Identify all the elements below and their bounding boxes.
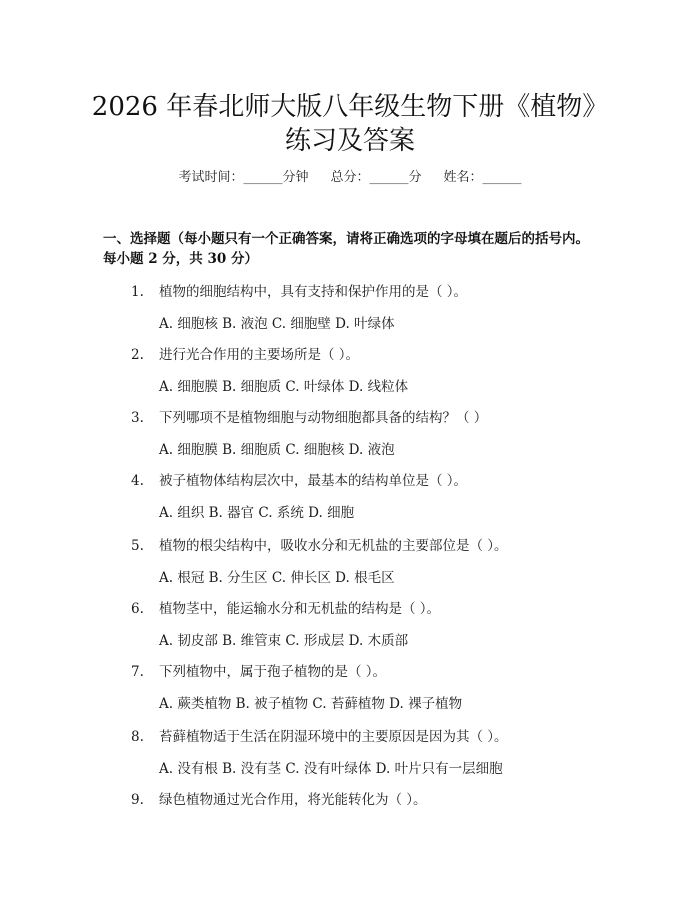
question-text: 被子植物体结构层次中，最基本的结构单位是（ ）。 — [159, 473, 468, 489]
question-text: 植物的根尖结构中，吸收水分和无机盐的主要部位是（ ）。 — [159, 538, 508, 554]
question-options: A. 组织 B. 器官 C. 系统 D. 细胞 — [159, 505, 355, 521]
page-title: 2026 年春北师大版八年级生物下册《植物》 — [91, 92, 609, 122]
question-options: A. 蕨类植物 B. 被子植物 C. 苔藓植物 D. 裸子植物 — [159, 696, 463, 712]
exam-score: 总分：______分 — [330, 170, 422, 185]
question-text: 植物茎中，能运输水分和无机盐的结构是（ ）。 — [159, 601, 441, 617]
question-number: 6. — [131, 601, 144, 617]
question-text: 进行光合作用的主要场所是（ ）。 — [159, 347, 360, 363]
question-options: A. 细胞膜 B. 细胞质 C. 细胞核 D. 液泡 — [159, 442, 395, 458]
question-number: 7. — [131, 664, 144, 680]
section-title: 一、选择题（每小题只有一个正确答案，请将正确选项的字母填在题后的括号内。每小题 2 分，共 30 分） — [103, 231, 589, 267]
question-number: 2. — [131, 347, 144, 363]
student-name: 姓名：______ — [443, 170, 522, 185]
question-options: A. 细胞核 B. 液泡 C. 细胞壁 D. 叶绿体 — [159, 316, 395, 332]
question-number: 3. — [131, 410, 144, 426]
question-number: 1. — [131, 284, 144, 300]
question-number: 9. — [131, 792, 144, 808]
question-text: 苔藓植物适于生活在阴湿环境中的主要原因是因为其（ ）。 — [159, 729, 508, 745]
question-text: 植物的细胞结构中，具有支持和保护作用的是（ ）。 — [159, 284, 468, 300]
question-text: 下列植物中，属于孢子植物的是（ ）。 — [159, 664, 387, 680]
question-options: A. 细胞膜 B. 细胞质 C. 叶绿体 D. 线粒体 — [159, 379, 409, 395]
question-text: 下列哪项不是植物细胞与动物细胞都具备的结构？（ ） — [159, 410, 488, 426]
question-options: A. 韧皮部 B. 维管束 C. 形成层 D. 木质部 — [159, 633, 409, 649]
question-number: 5. — [131, 538, 144, 554]
exam-time: 考试时间：______分钟 — [178, 170, 309, 185]
question-text: 绿色植物通过光合作用，将光能转化为（ ）。 — [159, 792, 427, 808]
question-number: 4. — [131, 473, 144, 489]
page-subtitle: 练习及答案 — [284, 126, 415, 156]
question-number: 8. — [131, 729, 144, 745]
exam-info — [0, 168, 700, 188]
question-options: A. 根冠 B. 分生区 C. 伸长区 D. 根毛区 — [159, 570, 395, 586]
question-options: A. 没有根 B. 没有茎 C. 没有叶绿体 D. 叶片只有一层细胞 — [159, 761, 503, 777]
